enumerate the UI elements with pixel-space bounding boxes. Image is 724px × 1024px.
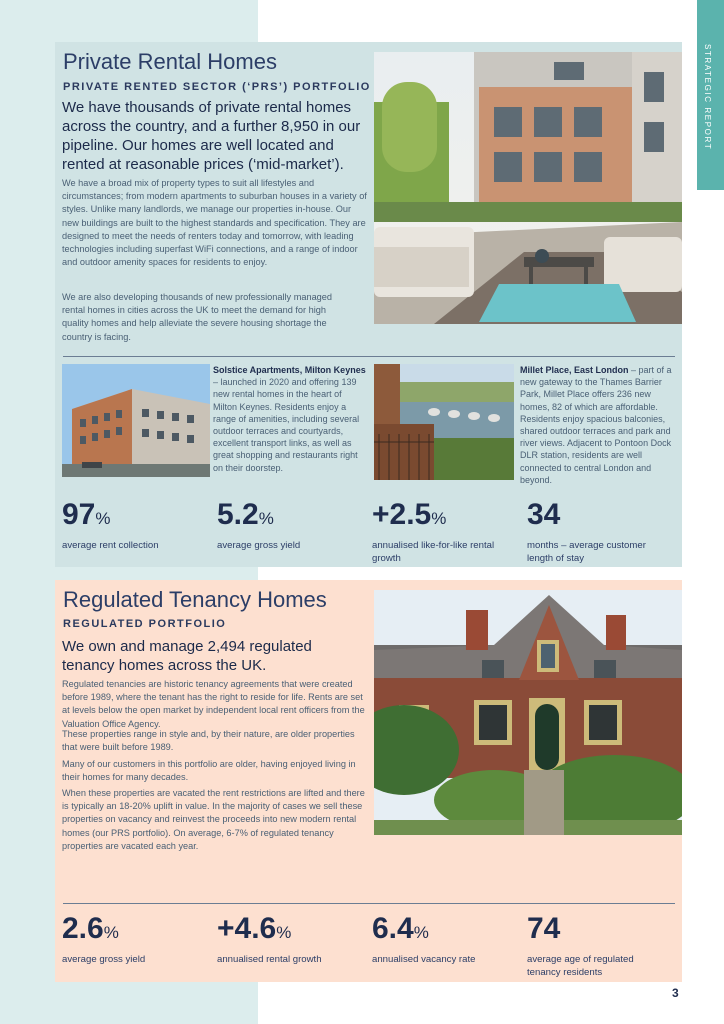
regulated-stat-gross-yield xyxy=(62,913,145,966)
stat-unit: % xyxy=(103,923,119,942)
side-tab-label: STRATEGIC REPORT xyxy=(703,44,712,151)
solstice-caption xyxy=(213,364,368,474)
regulated-paragraph-2: These properties range in style and, by their nature, are older properties that were built before 1989. xyxy=(62,729,355,753)
solstice-apartments-photo xyxy=(62,364,210,477)
stat-value: 34 xyxy=(527,498,561,531)
prs-lead: We have thousands of private rental homes across the country, and a further 8,950 in our pipeline. Our homes are well located and rented at reasonable prices (‘mid-market’). xyxy=(62,99,361,173)
regulated-paragraph-4: When these properties are vacated the rent restrictions are lifted and there is typically an 18-20% uplift in value. In the majority of cases we sell these properties on vacancy and reinvest the proceeds into new modern rental homes (our PRS portfolio). On average, 6-7% of regulated tenancy properties are vacated each year. xyxy=(62,788,365,851)
stat-label: average gross yield xyxy=(217,540,301,551)
stat-label: months – average customer length of stay xyxy=(527,540,646,564)
section-side-tab xyxy=(697,0,724,190)
millet-caption-text: – part of a new gateway to the Thames Barrier Park, Millet Place offers 236 new homes, 82 of which are affordable. Residents enjoy spacious balconies, shared outdoor terraces and park and river views. Adjacent to Pontoon Dock DLR station, residents are well connected to central London and beyond. xyxy=(520,365,672,485)
page-number: 3 xyxy=(672,986,679,1000)
stat-value: 97 xyxy=(62,498,96,531)
regulated-stat-resident-age xyxy=(527,913,662,979)
regulated-title: Regulated Tenancy Homes xyxy=(63,587,327,612)
millet-place-photo xyxy=(374,364,514,480)
prs-subtitle: PRIVATE RENTED SECTOR (‘PRS’) PORTFOLIO xyxy=(63,81,371,93)
prs-title: Private Rental Homes xyxy=(63,49,277,74)
stat-label: annualised like-for-like rental growth xyxy=(372,540,495,564)
stat-unit: % xyxy=(95,509,111,528)
regulated-subtitle: REGULATED PORTFOLIO xyxy=(63,618,227,630)
regulated-stat-vacancy-rate xyxy=(372,913,475,966)
regulated-paragraph-1: Regulated tenancies are historic tenancy agreements that were created before 1989, where the tenant has the right to reside for life. Rents are set at levels below the open market by independent local rent officers from the Valuation Office Agency. xyxy=(62,679,365,729)
millet-place-caption xyxy=(520,364,678,486)
stat-label: annualised vacancy rate xyxy=(372,954,476,965)
stat-value: 2.6 xyxy=(62,912,104,945)
regulated-divider xyxy=(63,903,675,904)
prs-stat-gross-yield xyxy=(217,499,300,552)
prs-divider-top xyxy=(63,356,675,357)
stat-value: 6.4 xyxy=(372,912,414,945)
regulated-lead: We own and manage 2,494 regulated tenancy homes across the UK. xyxy=(62,638,312,674)
stat-unit: % xyxy=(431,509,447,528)
stat-label: average age of regulated tenancy residents xyxy=(527,954,634,978)
prs-stat-rental-growth xyxy=(372,499,502,565)
stat-label: annualised rental growth xyxy=(217,954,322,965)
stat-value: +4.6 xyxy=(217,912,277,945)
prs-panel xyxy=(55,42,682,567)
prs-paragraph-2: We are also developing thousands of new professionally managed rental homes in cities across the UK to meet the demand for high quality homes and help alleviate the severe housing shortage the country is facing. xyxy=(62,292,333,342)
stat-unit: % xyxy=(258,509,274,528)
prs-stat-rent-collection xyxy=(62,499,159,552)
solstice-caption-title: Solstice Apartments, Milton Keynes xyxy=(213,365,366,375)
stat-value: 74 xyxy=(527,912,561,945)
stat-label: average rent collection xyxy=(62,540,159,551)
stat-unit: % xyxy=(413,923,429,942)
regulated-stat-rental-growth xyxy=(217,913,322,966)
regulated-cottage-photo xyxy=(374,590,682,835)
stat-label: average gross yield xyxy=(62,954,146,965)
regulated-paragraph-3: Many of our customers in this portfolio are older, having enjoyed living in their homes for many decades. xyxy=(62,759,356,783)
prs-paragraph-1: We have a broad mix of property types to suit all lifestyles and circumstances; from modern apartments to suburban houses in a variety of styles. Unlike many landlords, we manage our properties in-house. Our new buildings are built to the highest standards and specification. They are designed to meet the needs of renters today and tomorrow, with leading technologies including superfast WiFi connections, and a range of indoor and outdoor amenity spaces for residents to enjoy. xyxy=(62,178,367,268)
regulated-panel xyxy=(55,580,682,982)
prs-stat-length-of-stay xyxy=(527,499,662,565)
millet-caption-title: Millet Place, East London xyxy=(520,365,629,375)
stat-unit: % xyxy=(276,923,292,942)
prs-terrace-photo xyxy=(374,52,682,324)
solstice-caption-text: – launched in 2020 and offering 139 new rental homes in the heart of Milton Keynes. Residents enjoy a range of amenities, including several outdoor terraces and courtyards, excellent transport links, as well as great shopping and restaurants right on their doorstep. xyxy=(213,377,360,473)
stat-value: 5.2 xyxy=(217,498,259,531)
stat-value: +2.5 xyxy=(372,498,432,531)
